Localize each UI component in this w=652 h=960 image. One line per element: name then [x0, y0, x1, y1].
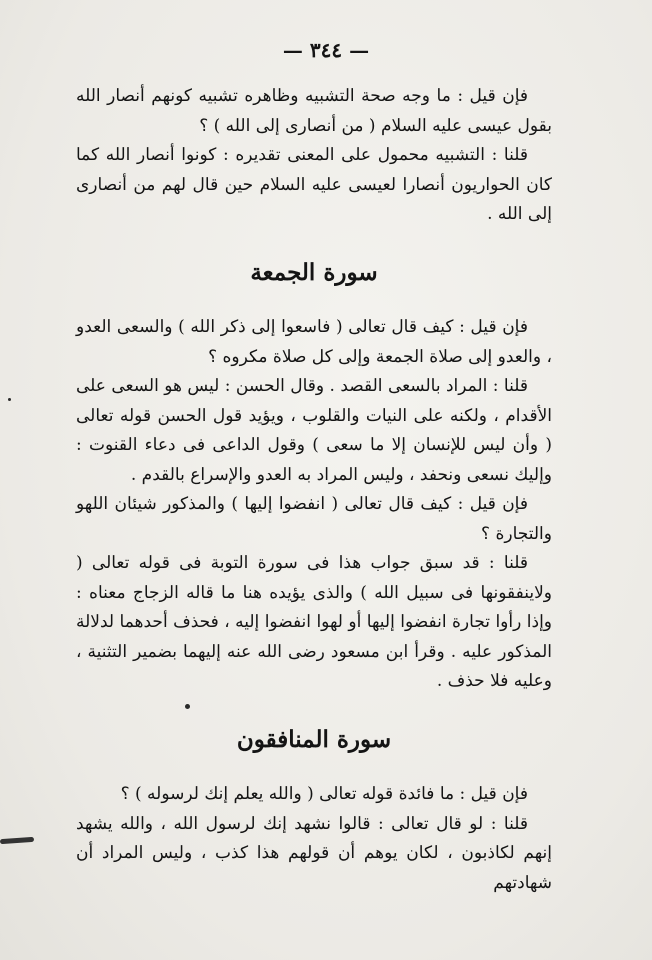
- paragraph: قلنا : التشبيه محمول على المعنى تقديره : كونوا أنصار الله كما كان الحواريون أنصارا لعيسى عليه السلام حين قال لهم من أنصارى إلى الله .: [76, 145, 552, 224]
- paragraph: قلنا : قد سبق جواب هذا فى سورة التوبة فى قوله تعالى ( ولاينفقونها فى سبيل الله ) والذى يؤيده هنا ما قاله الزجاج معناه : وإذا رأوا تجارة انفضوا إليها أو لهوا انفضوا إليه ، فحذف أحدهما لدلالة المذكور عليه . وقرأ ابن مسعود رضى الله عنه إليهما بضمير التثنية ، وعليه فلا حذف .: [76, 553, 552, 691]
- paragraph: قلنا : المراد بالسعى القصد . وقال الحسن : ليس هو السعى على الأقدام ، ولكنه على النيات والقلوب ، ويؤيد قول الحسن قوله تعالى ( وأن ليس للإنسان إلا ما سعى ) وقول الداعى فى دعاء القنوت : وإليك نسعى ونحفد ، وليس المراد به العدو والإسراع بالقدم .: [76, 376, 552, 485]
- ink-smear: [0, 837, 34, 844]
- section-heading-munafiqun: سورة المنافقون: [236, 725, 392, 753]
- paragraph: فإن قيل : ما فائدة قوله تعالى ( والله يعلم إنك لرسوله ) ؟: [120, 784, 528, 804]
- section-heading-jumua: سورة الجمعة: [250, 258, 378, 286]
- page-number: — ٣٤٤ —: [282, 38, 370, 62]
- paragraph: فإن قيل : كيف قال تعالى ( انفضوا إليها ) والمذكور شيئان اللهو والتجارة ؟: [76, 494, 552, 544]
- paragraph: فإن قيل : ما وجه صحة التشبيه وظاهره تشبيه كونهم أنصار الله بقول عيسى عليه السلام ( من أنصارى إلى الله ) ؟: [76, 86, 552, 136]
- paragraph: فإن قيل : كيف قال تعالى ( فاسعوا إلى ذكر الله ) والسعى العدو ، والعدو إلى صلاة الجمعة وإلى كل صلاة مكروه ؟: [76, 317, 552, 367]
- ink-dot: [8, 398, 11, 401]
- paragraph: قلنا : لو قال تعالى : قالوا نشهد إنك لرسول الله ، والله يشهد إنهم لكاذبون ، لكان يوهم أن قولهم هذا كذب ، وليس المراد أن شهادتهم: [76, 813, 552, 893]
- page-body: [76, 82, 552, 898]
- ink-dot: [185, 704, 190, 709]
